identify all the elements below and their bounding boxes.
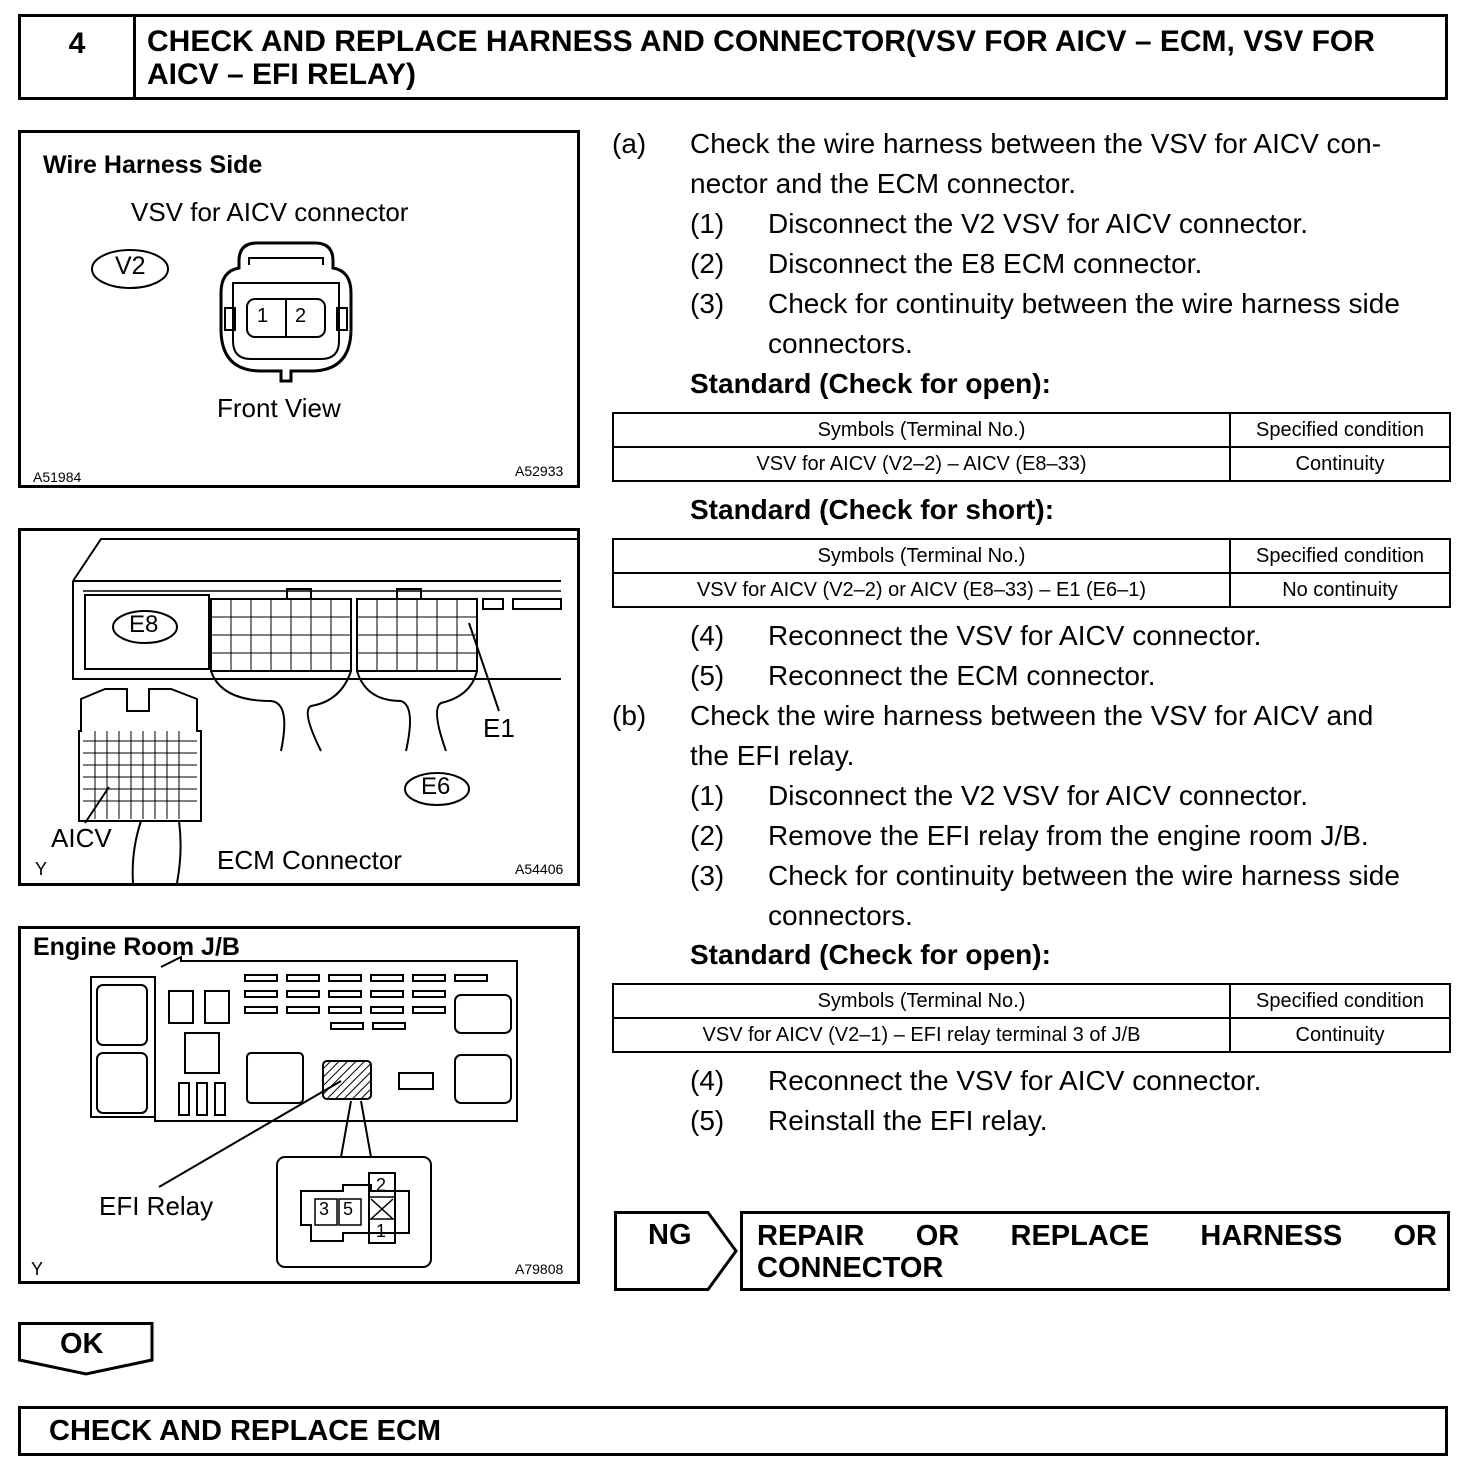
step-b3-marker: (3) (690, 860, 725, 891)
ng-label: NG (648, 1219, 692, 1251)
step-a3-text-2: connectors. (768, 328, 913, 359)
pin-1-label: 1 (257, 305, 269, 327)
table3-header-condition: Specified condition (1230, 984, 1450, 1018)
table2-header-condition: Specified condition (1230, 539, 1450, 573)
step-b5-text: Reinstall the EFI relay. (768, 1105, 1048, 1136)
step-b1-marker: (1) (690, 780, 725, 811)
figure3-code-right: A79808 (515, 1261, 564, 1277)
step-b3-text-1: Check for continuity between the wire harness side (768, 860, 1400, 891)
ng-word-1: REPAIR (757, 1220, 865, 1252)
table2-header-symbols: Symbols (Terminal No.) (613, 539, 1230, 573)
table2-row-symbols: VSV for AICV (V2–2) or AICV (E8–33) – E1 (E6–1) (613, 573, 1230, 607)
step-b-marker: (b) (612, 700, 647, 731)
step-b2-marker: (2) (690, 820, 725, 851)
table1-row-condition: Continuity (1230, 447, 1450, 481)
step-a3-marker: (3) (690, 288, 725, 319)
figure2-code-right: A54406 (515, 861, 564, 877)
standard-open-b: Standard (Check for open): (690, 939, 1051, 970)
ng-word-3: REPLACE (1010, 1220, 1150, 1252)
ng-word-2: OR (915, 1220, 960, 1252)
table1-row-symbols: VSV for AICV (V2–2) – AICV (E8–33) (613, 447, 1230, 481)
step-a-marker: (a) (612, 128, 647, 159)
table-check-short-a (612, 538, 1451, 608)
figure1-heading: Wire Harness Side (43, 151, 263, 179)
junction-block-drawing (21, 929, 577, 1281)
table1-header-symbols: Symbols (Terminal No.) (613, 413, 1230, 447)
step-a-text-1: Check the wire harness between the VSV for AICV con- (690, 128, 1382, 159)
ok-label: OK (60, 1328, 104, 1360)
table2-row-condition: No continuity (1230, 573, 1450, 607)
label-ecm-connector: ECM Connector (217, 845, 402, 875)
table3-row-condition: Continuity (1230, 1018, 1450, 1052)
figure2-code-left: Y (35, 859, 48, 879)
relay-pin-3: 3 (319, 1199, 330, 1219)
figure1-code-right: A52933 (515, 463, 564, 479)
figure3-code-left: Y (31, 1259, 44, 1279)
ng-result-box (740, 1211, 1450, 1291)
ng-flow-arrow (614, 1211, 740, 1291)
relay-pin-2: 2 (376, 1175, 387, 1195)
ng-word-5: OR (1393, 1220, 1437, 1252)
label-e6: E6 (421, 773, 451, 800)
step-a5-text: Reconnect the ECM connector. (768, 660, 1156, 691)
pin-2-label: 2 (295, 305, 307, 327)
step-a4-marker: (4) (690, 620, 725, 651)
step-b-text-1: Check the wire harness between the VSV for AICV and (690, 700, 1374, 731)
step-b5-marker: (5) (690, 1105, 725, 1136)
relay-pin-5: 5 (343, 1199, 354, 1219)
step-a1-text: Disconnect the V2 VSV for AICV connector. (768, 208, 1309, 239)
step-b3-text-2: connectors. (768, 900, 913, 931)
step-b4-text: Reconnect the VSV for AICV connector. (768, 1065, 1262, 1096)
final-step-box (18, 1406, 1448, 1456)
step-a1-marker: (1) (690, 208, 725, 239)
figure3-heading: Engine Room J/B (33, 933, 240, 961)
standard-short-a: Standard (Check for short): (690, 494, 1055, 525)
figure-engine-room-jb (18, 926, 580, 1284)
step-a3-text-1: Check for continuity between the wire harness side (768, 288, 1400, 319)
figure1-code-left: A51984 (33, 469, 82, 485)
step-title: CHECK AND REPLACE HARNESS AND CONNECTOR(VSV FOR AICV – ECM, VSV FOR AICV – EFI RELAY) (147, 25, 1375, 91)
table-check-open-b (612, 983, 1451, 1053)
final-step-text: CHECK AND REPLACE ECM (49, 1415, 442, 1447)
ok-flow-arrow (18, 1322, 158, 1378)
connector-id-v2: V2 (115, 252, 146, 280)
table3-row-symbols: VSV for AICV (V2–1) – EFI relay terminal 3 of J/B (613, 1018, 1230, 1052)
table-check-open-a (612, 412, 1451, 482)
label-aicv: AICV (51, 823, 112, 853)
step-a2-text: Disconnect the E8 ECM connector. (768, 248, 1203, 279)
ng-result-line-2: CONNECTOR (757, 1252, 944, 1284)
relay-pin-1: 1 (376, 1221, 387, 1241)
figure1-caption: VSV for AICV connector (131, 197, 409, 227)
step-a-text-2: nector and the ECM connector. (690, 168, 1076, 199)
front-view-label: Front View (217, 393, 341, 423)
efi-relay-label: EFI Relay (99, 1191, 214, 1221)
label-e1: E1 (483, 713, 515, 743)
ng-word-4: HARNESS (1200, 1220, 1343, 1252)
label-e8: E8 (129, 611, 159, 638)
figure-ecm-connector (18, 528, 580, 886)
step-header (18, 14, 1448, 100)
step-b2-text: Remove the EFI relay from the engine room J/B. (768, 820, 1369, 851)
step-b4-marker: (4) (690, 1065, 725, 1096)
step-a4-text: Reconnect the VSV for AICV connector. (768, 620, 1262, 651)
table1-header-condition: Specified condition (1230, 413, 1450, 447)
step-b-text-2: the EFI relay. (690, 740, 855, 771)
standard-open-a: Standard (Check for open): (690, 368, 1051, 399)
table3-header-symbols: Symbols (Terminal No.) (613, 984, 1230, 1018)
step-b1-text: Disconnect the V2 VSV for AICV connector. (768, 780, 1309, 811)
figure-vsv-connector (18, 130, 580, 488)
step-a2-marker: (2) (690, 248, 725, 279)
step-a5-marker: (5) (690, 660, 725, 691)
ng-result-line-1 (757, 1220, 1437, 1253)
step-number: 4 (21, 17, 136, 97)
